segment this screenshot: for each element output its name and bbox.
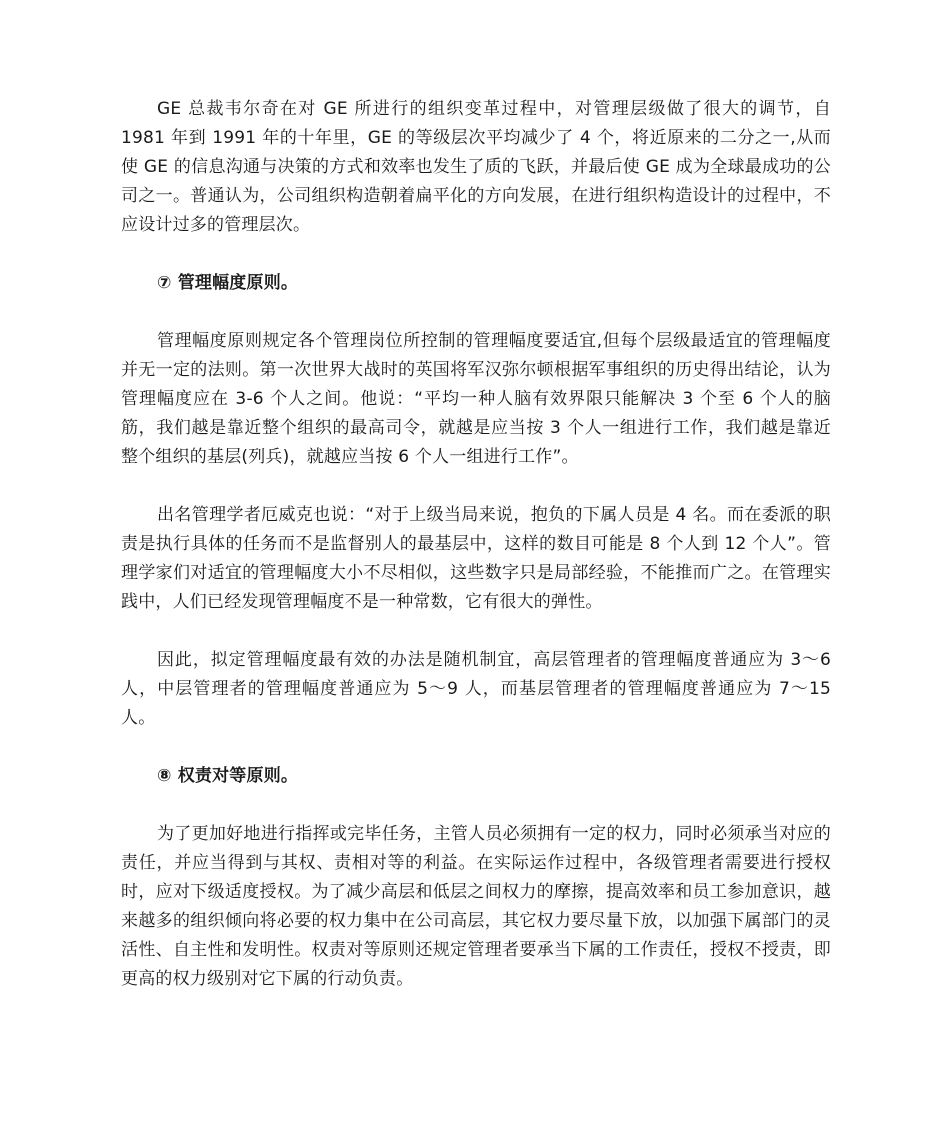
heading-span-of-control-principle: ⑦ 管理幅度原则。 xyxy=(157,273,299,293)
document-body xyxy=(121,95,831,1023)
paragraph-span-recommendation: 因此，拟定管理幅度最有效的办法是随机制宜，高层管理者的管理幅度普通应为 3～6 人，中层管理者的管理幅度普通应为 5～9 人，而基层管理者的管理幅度普通应为 7～15 人。 xyxy=(121,650,831,728)
heading-authority-responsibility-principle: ⑧ 权责对等原则。 xyxy=(157,766,299,786)
paragraph-authority-responsibility: 为了更加好地进行指挥或完毕任务，主管人员必须拥有一定的权力，同时必须承当对应的责任，并应当得到与其权、责相对等的利益。在实际运作过程中，各级管理者需要进行授权时，应对下级适度授权。为了减少高层和低层之间权力的摩擦，提高效率和员工参加意识，越来越多的组织倾向将必要的权力集中在公司高层，其它权力要尽量下放，以加强下属部门的灵活性、自主性和发明性。权责对等原则还规定管理者要承当下属的工作责任，授权不授责，即更高的权力级别对它下属的行动负责。 xyxy=(121,824,831,989)
paragraph-urwick-quote: 出名管理学者厄威克也说：“对于上级当局来说，抱负的下属人员是 4 名。而在委派的职责是执行具体的任务而不是监督别人的最基层中，这样的数目可能是 8 个人到 12 个人”。管理学家们对适宜的管理幅度大小不尽相似，这些数字只是局部经验，不能推而广之。在管理实践中，人们已经发现管理幅度不是一种常数，它有很大的弹性。 xyxy=(121,505,831,612)
paragraph-ge-restructuring: GE 总裁韦尔奇在对 GE 所进行的组织变革过程中，对管理层级做了很大的调节，自 1981 年到 1991 年的十年里，GE 的等级层次平均减少了 4 个，将近原来的二分之一,从而使 GE 的信息沟通与决策的方式和效率也发生了质的飞跃，并最后使 GE 成为全球最成功的公司之一。普通认为，公司组织构造朝着扁平化的方向发展，在进行组织构造设计的过程中，不应设计过多的管理层次。 xyxy=(121,99,831,235)
paragraph-span-of-control-rule: 管理幅度原则规定各个管理岗位所控制的管理幅度要适宜,但每个层级最适宜的管理幅度并无一定的法则。第一次世界大战时的英国将军汉弥尔顿根据军事组织的历史得出结论，认为管理幅度应在 3-6 个人之间。他说：“平均一种人脑有效界限只能解决 3 个至 6 个人的脑筋，我们越是靠近整个组织的最高司令，就越是应当按 3 个人一组进行工作，我们越是靠近整个组织的基层(列兵)，就越应当按 6 个人一组进行工作”。 xyxy=(121,331,831,467)
